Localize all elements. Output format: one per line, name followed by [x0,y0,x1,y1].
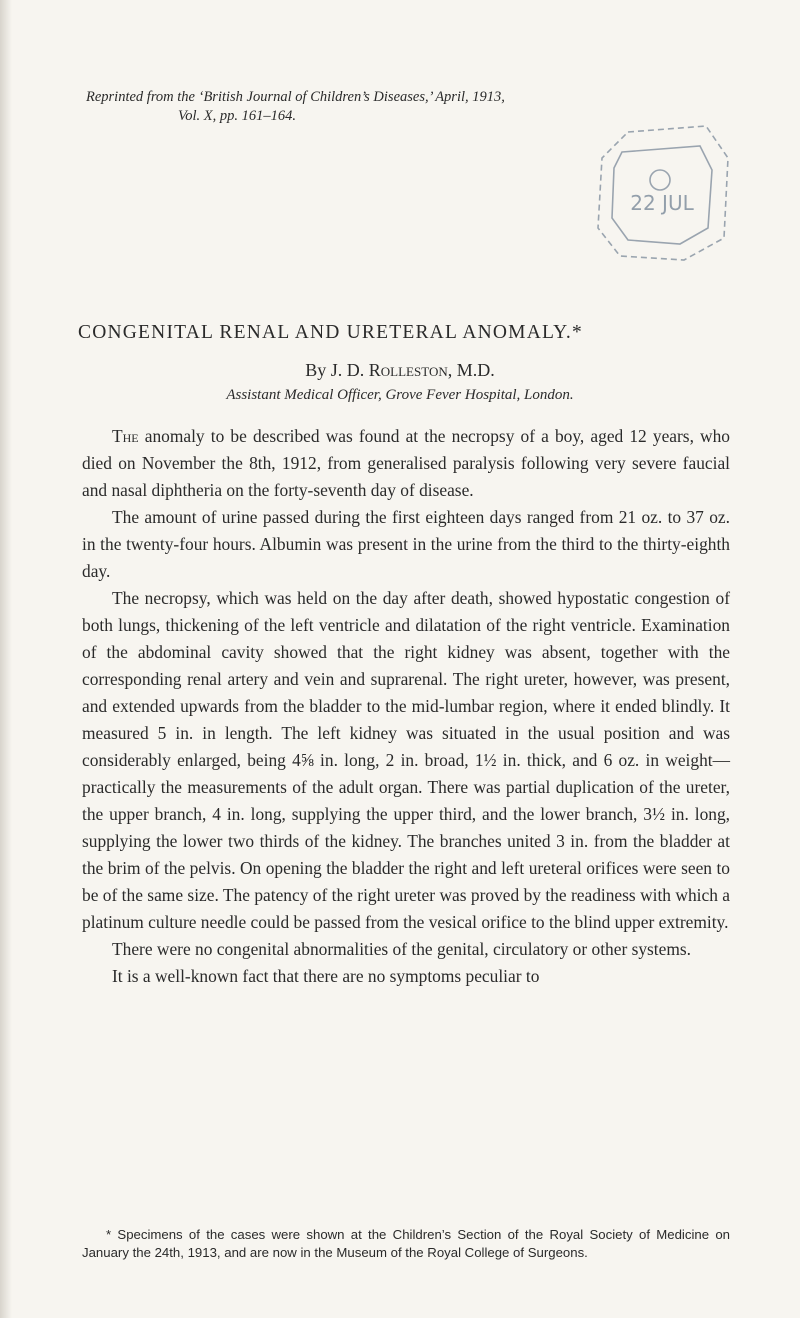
page-edge-shadow [0,0,12,1318]
paragraph [82,423,730,504]
article-body [82,423,730,990]
paragraph: The amount of urine passed during the first eighteen days ranged from 21 oz. to 37 oz. in the twenty-four hours. Albumin was present in the urine from the third to the thirty-eighth day. [82,507,730,581]
lead-word: The [112,426,139,446]
footnote: * Specimens of the cases were shown at the Children’s Section of the Royal Society of Medicine on January the 24th, 1913, and are now in the Museum of the Royal College of Surgeons. [82,1227,730,1260]
byline [0,360,800,381]
paragraph: It is a well-known fact that there are no symptoms peculiar to [112,966,540,986]
library-stamp [588,118,738,268]
paragraph-text: anomaly to be described was found at the necropsy of a boy, aged 12 years, who died on November the 8th, 1912, from generalised paralysis following very severe faucial and nasal diphtheria on the forty-seventh day of disease. [82,426,730,500]
author-affiliation: Assistant Medical Officer, Grove Fever Hospital, London. [226,387,574,403]
byline-prefix: By [305,360,327,380]
stamp-date: 22 JUL [630,191,694,215]
reprint-line-2: Vol. X, pp. 161–164. [178,108,297,124]
reprint-line-1: Reprinted from the ‘British Journal of Children’s Diseases,’ April, 1913, [86,89,505,105]
author-name: J. D. Rolleston, M.D. [330,360,495,380]
paragraph: The necropsy, which was held on the day after death, showed hypostatic congestion of both lungs, thickening of the left ventricle and dilatation of the right ventricle. Examination of the abdominal cavity showed that the right kidney was absent, together with the corresponding renal artery and vein and suprarenal. The right ureter, however, was present, and extended upwards from the bladder to the mid-lumbar region, where it ended blindly. It measured 5 in. in length. The left kidney was situated in the usual position and was considerably enlarged, being 4⅝ in. long, 2 in. broad, 1½ in. thick, and 6 oz. in weight—practically the measurements of the adult organ. There was partial duplication of the ureter, the upper branch, 4 in. long, supplying the upper third, and the lower branch, 3½ in. long, supplying the lower two thirds of the kidney. The branches united 3 in. from the bladder at the brim of the pelvis. On opening the bladder the right and left ureteral orifices were seen to be of the same size. The patency of the right ureter was proved by the readiness with which a platinum culture needle could be passed from the vesical orifice to the blind upper extremity. [82,588,730,932]
paragraph: There were no congenital abnormalities of the genital, circulatory or other systems. [112,939,692,959]
article-title: CONGENITAL RENAL AND URETERAL ANOMALY.* [78,322,583,343]
